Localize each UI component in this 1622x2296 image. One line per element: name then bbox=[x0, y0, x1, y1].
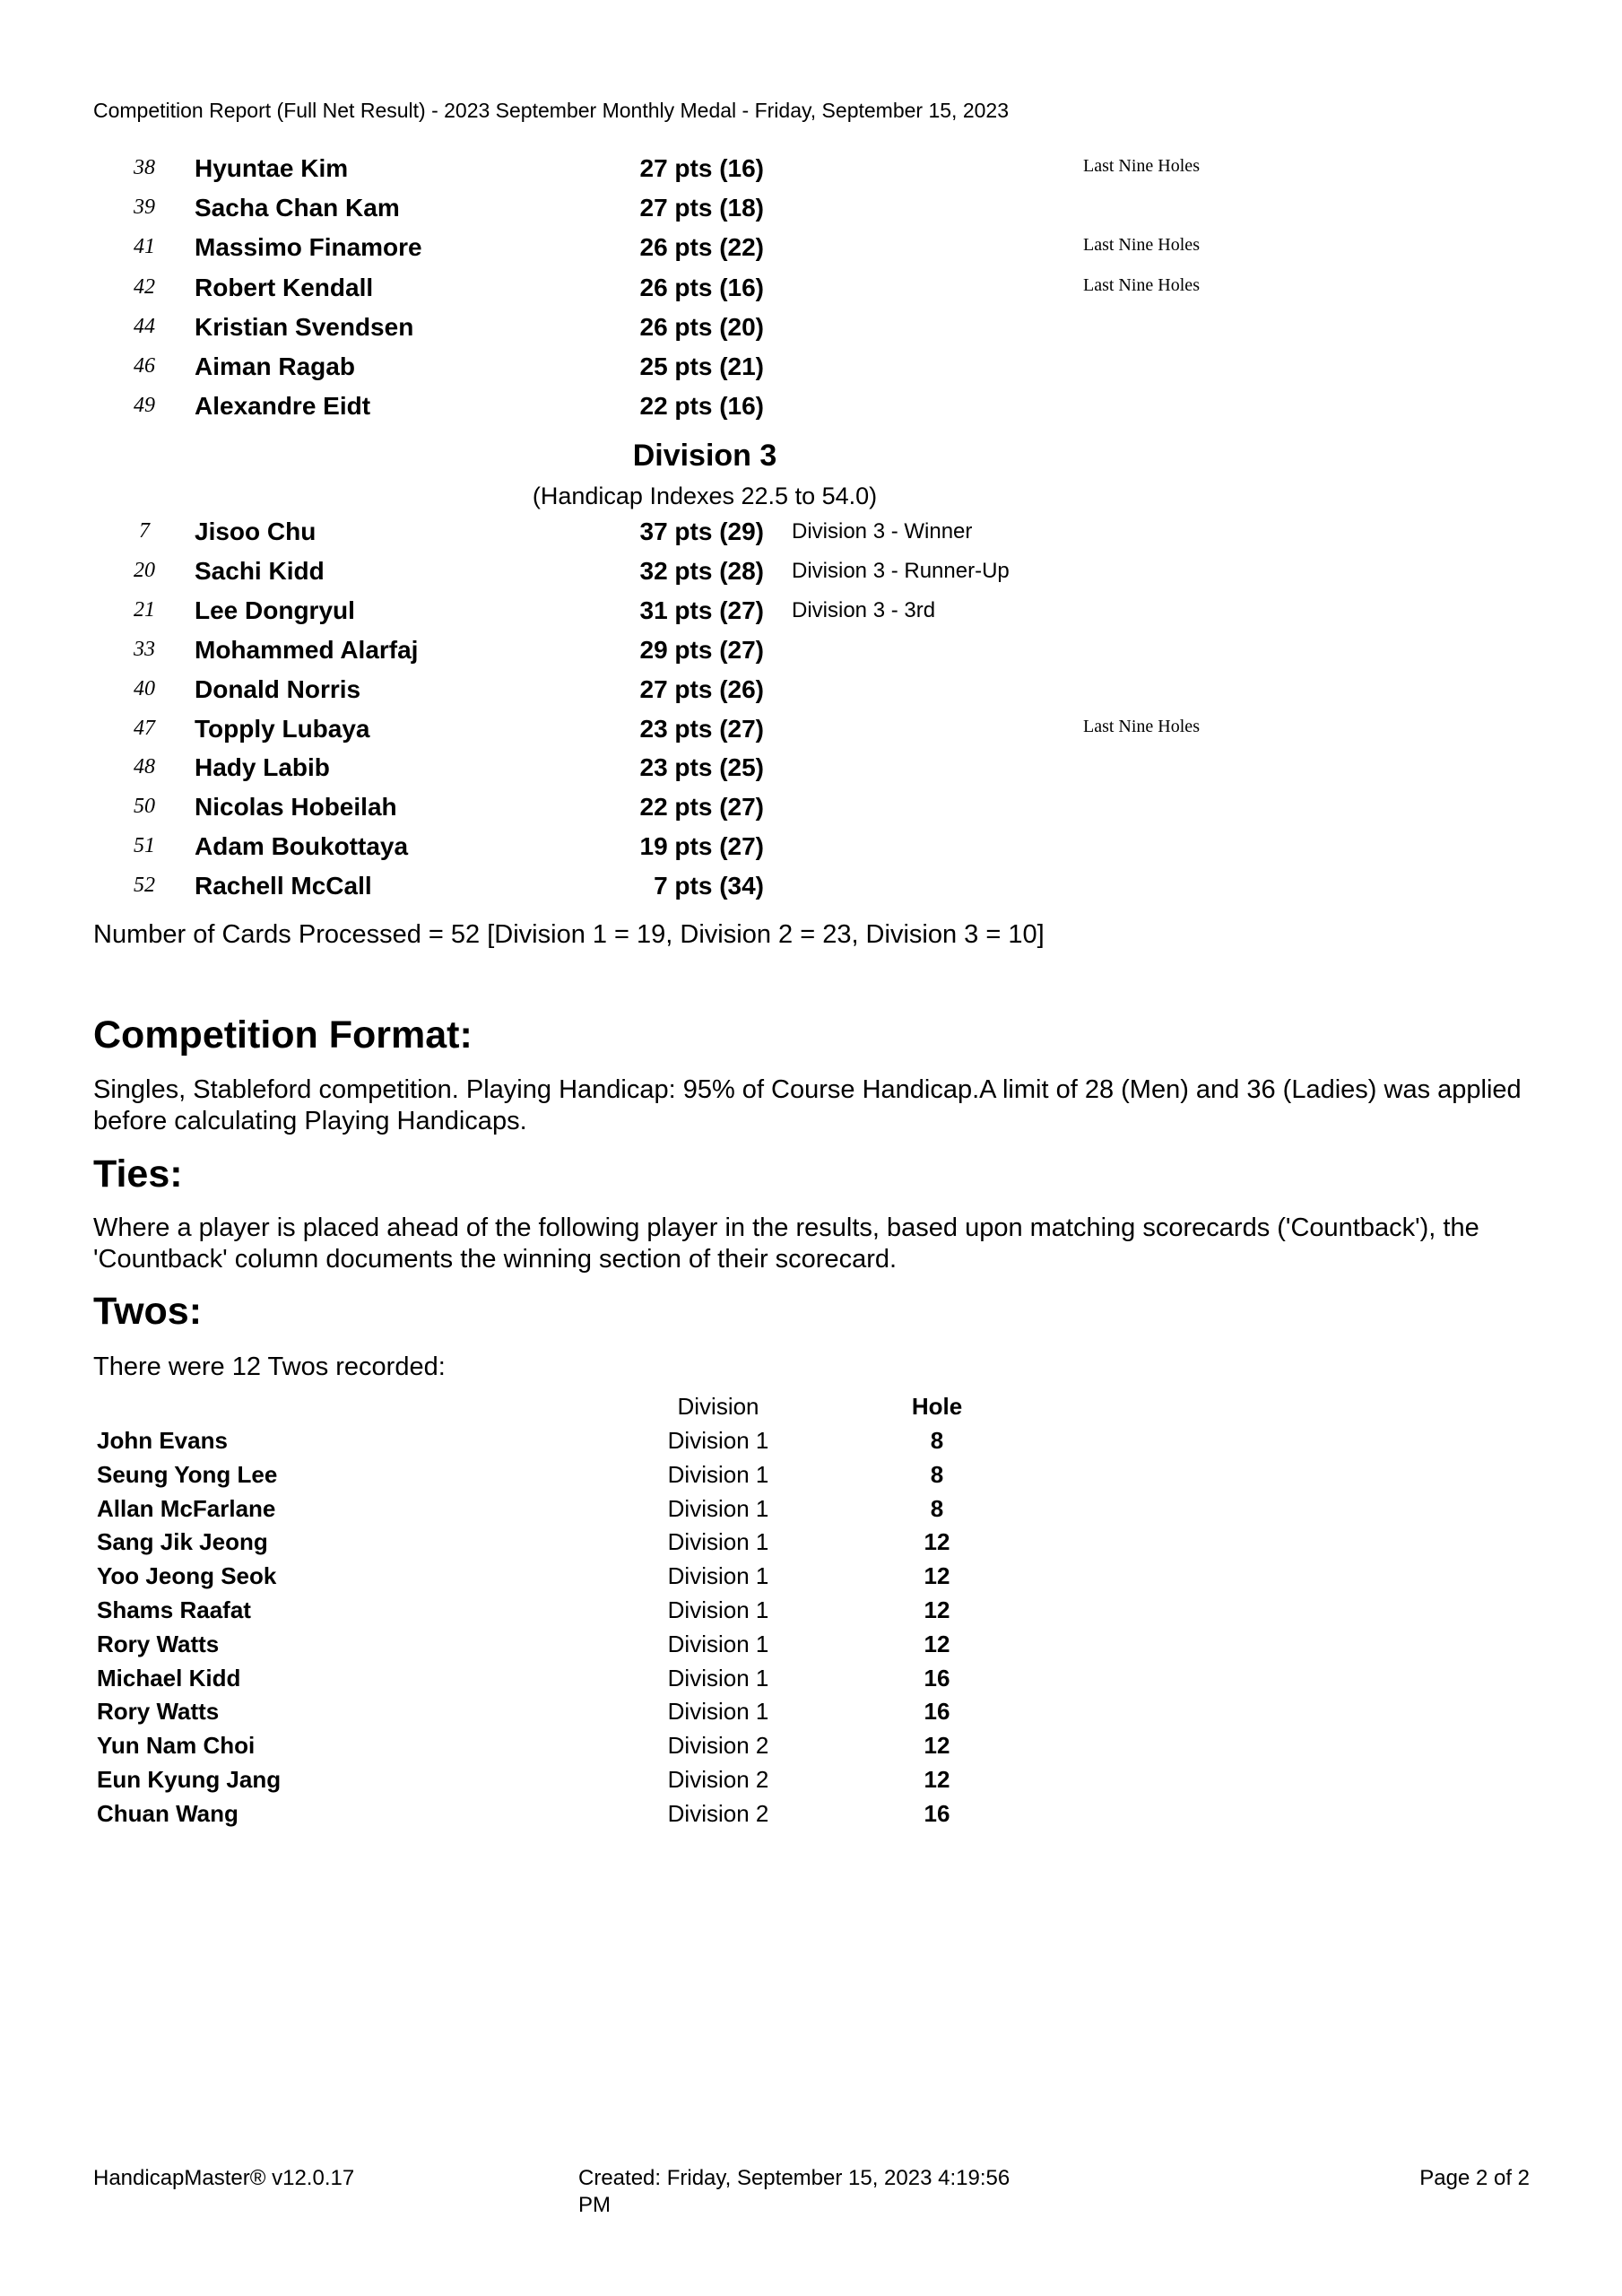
position: 52 bbox=[134, 874, 155, 898]
score: 23 pts (25) bbox=[639, 753, 764, 782]
footer-created-line2: PM bbox=[578, 2193, 611, 2217]
score: 27 pts (26) bbox=[639, 674, 764, 703]
twos-division: Division 2 bbox=[667, 1799, 769, 1827]
twos-division: Division 1 bbox=[667, 1528, 769, 1556]
player-name: Massimo Finamore bbox=[195, 233, 422, 262]
twos-hole: 12 bbox=[924, 1562, 950, 1590]
twos-division: Division 1 bbox=[667, 1630, 769, 1657]
twos-row bbox=[0, 1562, 1622, 1596]
position: 20 bbox=[134, 558, 155, 582]
twos-division: Division 2 bbox=[667, 1766, 769, 1793]
footer-page-number: Page 2 of 2 bbox=[1419, 2166, 1530, 2190]
twos-col-hole: Hole bbox=[911, 1393, 963, 1420]
ties-heading: Ties: bbox=[93, 1152, 183, 1196]
result-row bbox=[0, 674, 1622, 713]
position: 38 bbox=[134, 156, 155, 179]
score: 37 pts (29) bbox=[639, 517, 764, 545]
twos-col-division: Division bbox=[677, 1393, 759, 1420]
result-row bbox=[0, 311, 1622, 351]
twos-division: Division 1 bbox=[667, 1698, 769, 1726]
result-row bbox=[0, 390, 1622, 430]
score: 19 pts (27) bbox=[639, 832, 764, 861]
score: 29 pts (27) bbox=[639, 635, 764, 664]
position: 7 bbox=[139, 519, 150, 543]
twos-hole: 12 bbox=[924, 1596, 950, 1623]
position: 39 bbox=[134, 196, 155, 220]
player-name: Hyuntae Kim bbox=[195, 154, 349, 182]
score: 25 pts (21) bbox=[639, 352, 764, 380]
score: 26 pts (20) bbox=[639, 312, 764, 341]
result-row bbox=[0, 870, 1622, 909]
result-row bbox=[0, 555, 1622, 595]
player-name: Jisoo Chu bbox=[195, 517, 317, 545]
result-row bbox=[0, 351, 1622, 390]
position: 44 bbox=[134, 314, 155, 338]
twos-player-name: Yun Nam Choi bbox=[97, 1732, 256, 1760]
twos-row bbox=[0, 1495, 1622, 1529]
twos-division: Division 1 bbox=[667, 1596, 769, 1623]
twos-division: Division 1 bbox=[667, 1494, 769, 1522]
score: 31 pts (27) bbox=[639, 596, 764, 624]
position: 46 bbox=[134, 354, 155, 378]
player-name: Kristian Svendsen bbox=[195, 312, 414, 341]
twos-division: Division 1 bbox=[667, 1427, 769, 1454]
twos-player-name: Seung Yong Lee bbox=[97, 1460, 278, 1488]
twos-hole: 16 bbox=[924, 1799, 950, 1827]
footer-software: HandicapMaster® v12.0.17 bbox=[93, 2166, 355, 2190]
result-row bbox=[0, 192, 1622, 231]
position: 40 bbox=[134, 676, 155, 700]
score: 7 pts (34) bbox=[654, 872, 764, 900]
award: Division 3 - Winner bbox=[792, 519, 973, 544]
twos-player-name: Shams Raafat bbox=[97, 1596, 251, 1623]
twos-row bbox=[0, 1596, 1622, 1631]
player-name: Lee Dongryul bbox=[195, 596, 355, 624]
result-row bbox=[0, 272, 1622, 311]
twos-player-name: Yoo Jeong Seok bbox=[97, 1562, 277, 1590]
twos-player-name: Sang Jik Jeong bbox=[97, 1528, 268, 1556]
player-name: Hady Labib bbox=[195, 753, 330, 782]
player-name: Topply Lubaya bbox=[195, 714, 370, 743]
competition-format-text: Singles, Stableford competition. Playing Handicap: 95% of Course Handicap.A limit of 28 (Men) and 36 (Ladies) was applied before calculating Playing Handicaps. bbox=[93, 1075, 1522, 1135]
twos-player-name: Rory Watts bbox=[97, 1630, 220, 1657]
twos-player-name: John Evans bbox=[97, 1427, 228, 1454]
award: Division 3 - Runner-Up bbox=[792, 558, 1010, 583]
position: 42 bbox=[134, 274, 155, 299]
footer-created-line1: Created: Friday, September 15, 2023 4:19:56 bbox=[578, 2166, 1010, 2190]
position: 49 bbox=[134, 394, 155, 418]
countback: Last Nine Holes bbox=[1083, 156, 1200, 176]
result-row bbox=[0, 516, 1622, 555]
twos-hole: 12 bbox=[924, 1766, 950, 1793]
cards-processed: Number of Cards Processed = 52 [Division 1 = 19, Division 2 = 23, Division 3 = 10] bbox=[93, 920, 1045, 949]
result-row bbox=[0, 831, 1622, 870]
score: 22 pts (16) bbox=[639, 392, 764, 421]
twos-row bbox=[0, 1528, 1622, 1562]
score: 27 pts (18) bbox=[639, 194, 764, 222]
player-name: Nicolas Hobeilah bbox=[195, 793, 397, 822]
twos-player-name: Chuan Wang bbox=[97, 1799, 239, 1827]
result-row bbox=[0, 634, 1622, 674]
twos-hole: 8 bbox=[930, 1460, 944, 1488]
player-name: Rachell McCall bbox=[195, 872, 372, 900]
twos-row bbox=[0, 1766, 1622, 1800]
twos-hole: 8 bbox=[930, 1494, 944, 1522]
countback: Last Nine Holes bbox=[1083, 274, 1200, 295]
twos-hole: 12 bbox=[924, 1630, 950, 1657]
countback: Last Nine Holes bbox=[1083, 235, 1200, 256]
position: 21 bbox=[134, 597, 155, 622]
countback: Last Nine Holes bbox=[1083, 716, 1200, 736]
twos-hole: 16 bbox=[924, 1664, 950, 1692]
twos-player-name: Rory Watts bbox=[97, 1698, 220, 1726]
twos-division: Division 1 bbox=[667, 1460, 769, 1488]
twos-row bbox=[0, 1461, 1622, 1495]
player-name: Adam Boukottaya bbox=[195, 832, 409, 861]
footer-created bbox=[578, 2165, 1010, 2219]
score: 32 pts (28) bbox=[639, 556, 764, 585]
twos-row bbox=[0, 1698, 1622, 1732]
twos-division: Division 1 bbox=[667, 1562, 769, 1590]
score: 27 pts (16) bbox=[639, 154, 764, 182]
ties-text: Where a player is placed ahead of the following player in the results, based upon matching scorecards ('Countback'), the 'Countback' column documents the winning section of their scorecard. bbox=[93, 1213, 1479, 1274]
player-name: Donald Norris bbox=[195, 674, 361, 703]
twos-player-name: Eun Kyung Jang bbox=[97, 1766, 282, 1793]
result-row bbox=[0, 713, 1622, 752]
result-row bbox=[0, 752, 1622, 791]
twos-heading: Twos: bbox=[93, 1290, 203, 1333]
twos-row bbox=[0, 1665, 1622, 1699]
twos-player-name: Allan McFarlane bbox=[97, 1494, 276, 1522]
player-name: Mohammed Alarfaj bbox=[195, 635, 419, 664]
twos-division: Division 1 bbox=[667, 1664, 769, 1692]
position: 47 bbox=[134, 716, 155, 740]
player-name: Robert Kendall bbox=[195, 273, 374, 301]
twos-row bbox=[0, 1631, 1622, 1665]
position: 48 bbox=[134, 755, 155, 779]
competition-format-heading: Competition Format: bbox=[93, 1013, 473, 1057]
result-row bbox=[0, 595, 1622, 634]
position: 50 bbox=[134, 795, 155, 819]
position: 51 bbox=[134, 834, 155, 858]
twos-intro: There were 12 Twos recorded: bbox=[93, 1352, 446, 1381]
twos-division: Division 2 bbox=[667, 1732, 769, 1760]
twos-hole: 16 bbox=[924, 1698, 950, 1726]
result-row bbox=[0, 152, 1622, 192]
result-row bbox=[0, 791, 1622, 831]
twos-row bbox=[0, 1732, 1622, 1766]
twos-player-name: Michael Kidd bbox=[97, 1664, 241, 1692]
player-name: Sacha Chan Kam bbox=[195, 194, 400, 222]
score: 23 pts (27) bbox=[639, 714, 764, 743]
division-3-title: Division 3 bbox=[632, 439, 777, 473]
score: 26 pts (22) bbox=[639, 233, 764, 262]
award: Division 3 - 3rd bbox=[792, 597, 936, 622]
position: 33 bbox=[134, 637, 155, 661]
twos-row bbox=[0, 1800, 1622, 1834]
report-header: Competition Report (Full Net Result) - 2023 September Monthly Medal - Friday, September 15, 2023 bbox=[93, 99, 1009, 122]
player-name: Sachi Kidd bbox=[195, 556, 325, 585]
division-3-subtitle: (Handicap Indexes 22.5 to 54.0) bbox=[532, 483, 878, 509]
twos-hole: 8 bbox=[930, 1427, 944, 1454]
twos-row bbox=[0, 1427, 1622, 1461]
result-row bbox=[0, 231, 1622, 271]
score: 22 pts (27) bbox=[639, 793, 764, 822]
position: 41 bbox=[134, 235, 155, 259]
twos-hole: 12 bbox=[924, 1528, 950, 1556]
twos-hole: 12 bbox=[924, 1732, 950, 1760]
score: 26 pts (16) bbox=[639, 273, 764, 301]
player-name: Aiman Ragab bbox=[195, 352, 355, 380]
player-name: Alexandre Eidt bbox=[195, 392, 371, 421]
